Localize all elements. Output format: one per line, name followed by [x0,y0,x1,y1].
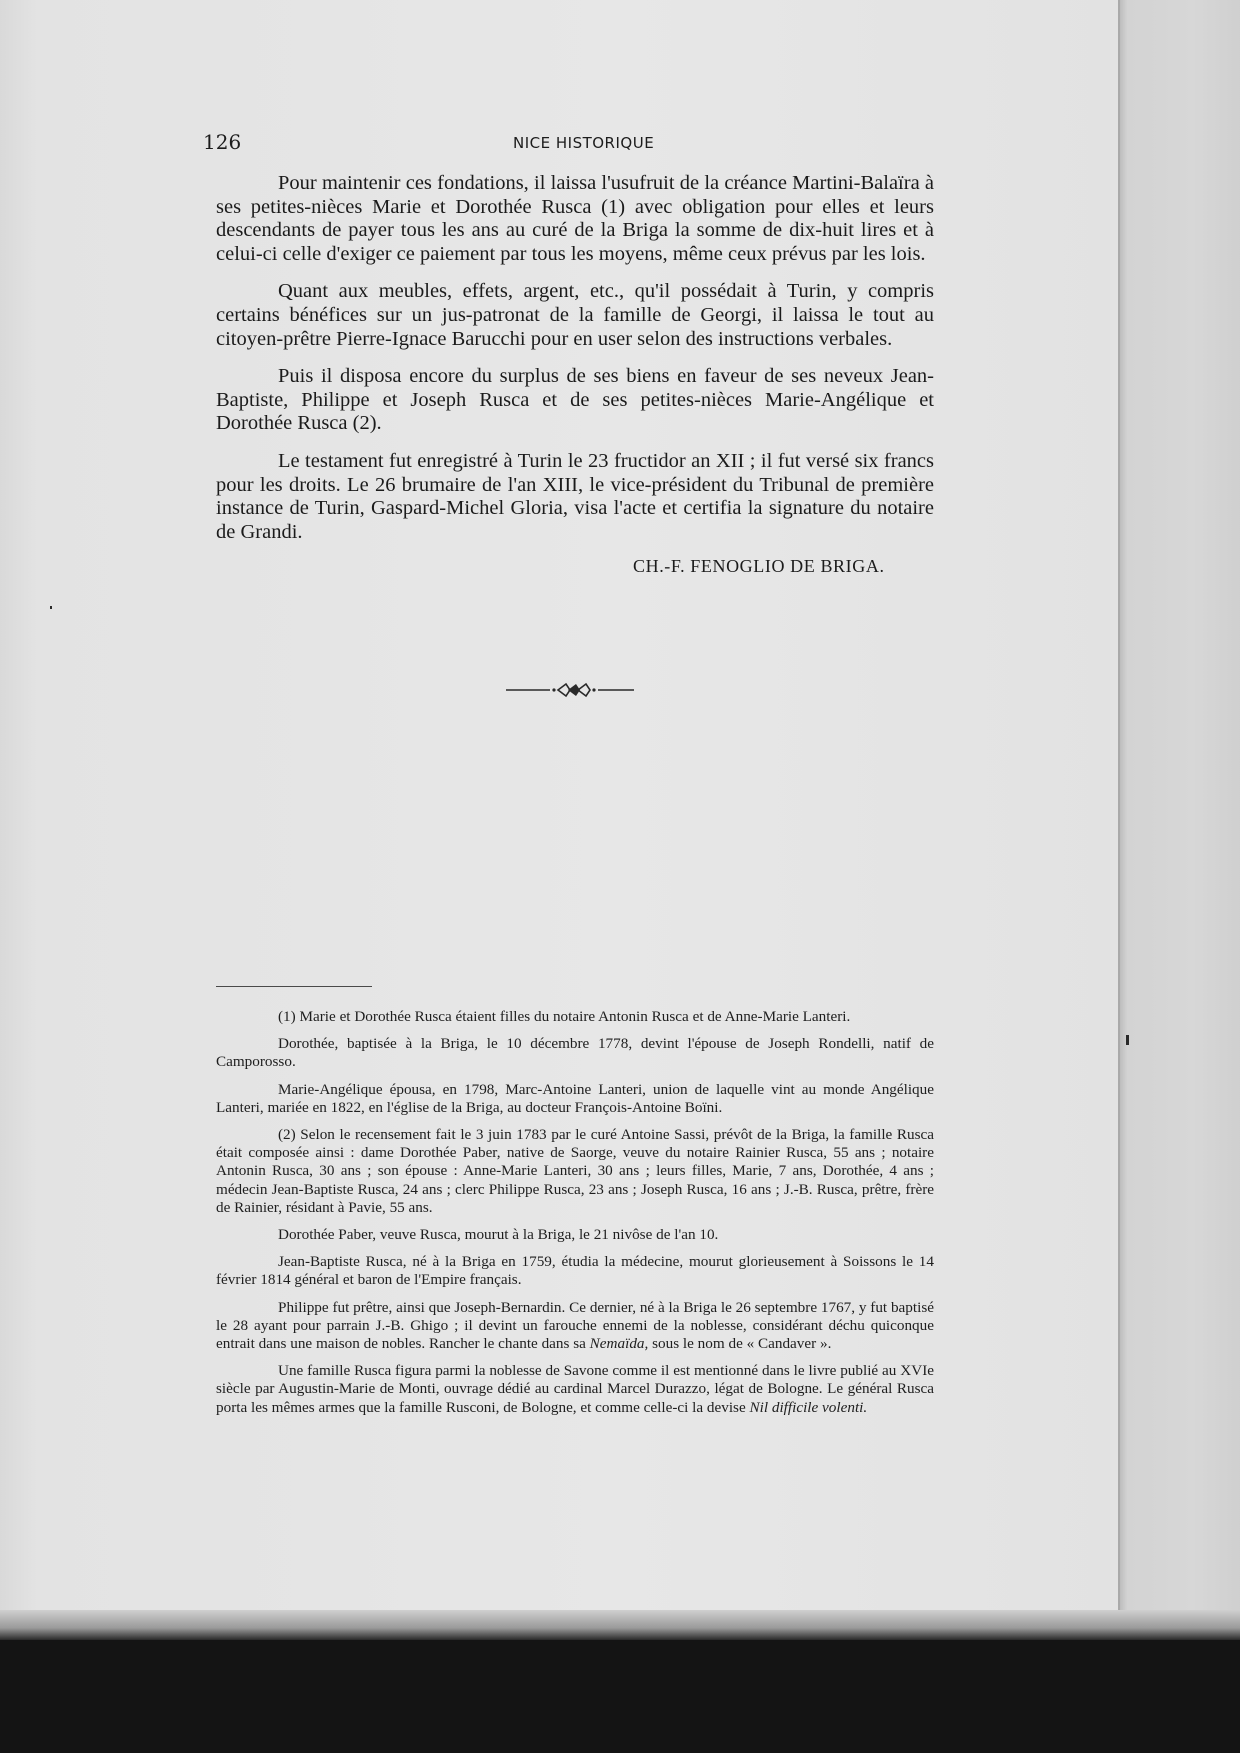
book-title: Nemaïda, [589,1335,649,1353]
footnotes [216,1008,934,1426]
footnote [216,1362,934,1417]
footnote: (2) Selon le recensement fait le 3 juin 1783 par le curé Antoine Sassi, prévôt de la Briga, la famille Rusca était composée ainsi : dame Dorothée Paber, native de Saorge, veuve du notaire Rainier Rusca, 55 ans ; notaire Antonin Rusca, 30 ans ; son épouse : Anne-Marie Lanteri, 30 ans ; leurs filles, Marie, 7 ans, Dorothée, 4 ans ; médecin Jean-Baptiste Rusca, 24 ans ; clerc Philippe Rusca, 23 ans ; Joseph Rusca, 16 ans ; J.-B. Rusca, prêtre, frère de Rainier, résidant à Pavie, 55 ans. [216,1126,934,1216]
paragraph: Le testament fut enregistré à Turin le 23 fructidor an XII ; il fut versé six francs pour les droits. Le 26 brumaire de l'an XIII, le vice-président du Tribunal de première instance de Turin, Gaspard-Michel Gloria, visa l'acte et certifia la signature du notaire de Grandi. [216,449,934,543]
paragraph: Pour maintenir ces fondations, il laissa l'usufruit de la créance Martini-Balaïra à ses petites-nièces Marie et Dorothée Rusca (1) avec obligation pour elles et leurs descendants de payer tous les ans au curé de la Briga la somme de dix-huit lires et à celui-ci celle d'exiger ce paiement par tous les moyens, même ceux prévus par les lois. [216,172,934,265]
section-ornament [506,681,634,699]
running-head: NICE HISTORIQUE [513,134,655,152]
footnote-rule [216,986,372,987]
footnote [216,1299,934,1354]
main-text [216,172,934,558]
footnote-text: Une famille Rusca figura parmi la noblesse de Savone comme il est mentionné dans le livre publié au XVIe siècle par Augustin-Marie de Monti, ouvrage dédié au cardinal Marcel Durazzo, légat de Bologne. Le général Rusca porta les mêmes armes que la famille Rusconi, de Bologne, et comme celle-ci la devise [216,1362,934,1416]
footnote: Marie-Angélique épousa, en 1798, Marc-Antoine Lanteri, union de laquelle vint au monde Angélique Lanteri, mariée en 1822, en l'église de la Briga, au docteur François-Antoine Boïni. [216,1080,934,1116]
footnote: Jean-Baptiste Rusca, né à la Briga en 1759, étudia la médecine, mourut glorieusement à Soissons le 14 février 1814 général et baron de l'Empire français. [216,1253,934,1289]
footnote-text: Philippe fut prêtre, ainsi que Joseph-Bernardin. Ce dernier, né à la Briga le 26 septembre 1767, y fut baptisé le 28 ayant pour parrain J.-B. Ghigo ; il devint un farouche ennemi de la noblesse, considérant déchu quiconque entrait dans une maison de nobles. Rancher le chante dans sa [216,1298,934,1353]
binding-speck [50,606,52,609]
author-signature: CH.-F. FENOGLIO DE BRIGA. [633,556,885,576]
page-number: 126 [203,130,242,154]
binding-speck [1126,1035,1129,1045]
facing-page-edge [1118,0,1240,1636]
motto: Nil difficile volenti. [749,1398,868,1416]
page-bottom-edge [0,1610,1240,1640]
footnote: Dorothée, baptisée à la Briga, le 10 décembre 1778, devint l'épouse de Joseph Rondelli, natif de Camporosso. [216,1035,934,1071]
footnote-text: sous le nom de « Candaver ». [648,1335,832,1353]
footnote: Dorothée Paber, veuve Rusca, mourut à la Briga, le 21 nivôse de l'an 10. [278,1226,719,1244]
paragraph: Puis il disposa encore du surplus de ses biens en faveur de ses neveux Jean-Baptiste, Philippe et Joseph Rusca et de ses petites-nièces Marie-Angélique et Dorothée Rusca (2). [216,365,934,435]
footnote: (1) Marie et Dorothée Rusca étaient filles du notaire Antonin Rusca et de Anne-Marie Lanteri. [278,1008,851,1025]
paragraph: Quant aux meubles, effets, argent, etc., qu'il possédait à Turin, y compris certains bénéfices sur un jus-patronat de la famille de Georgi, il laissa le tout au citoyen-prêtre Pierre-Ignace Barucchi pour en user selon des instructions verbales. [216,280,934,350]
